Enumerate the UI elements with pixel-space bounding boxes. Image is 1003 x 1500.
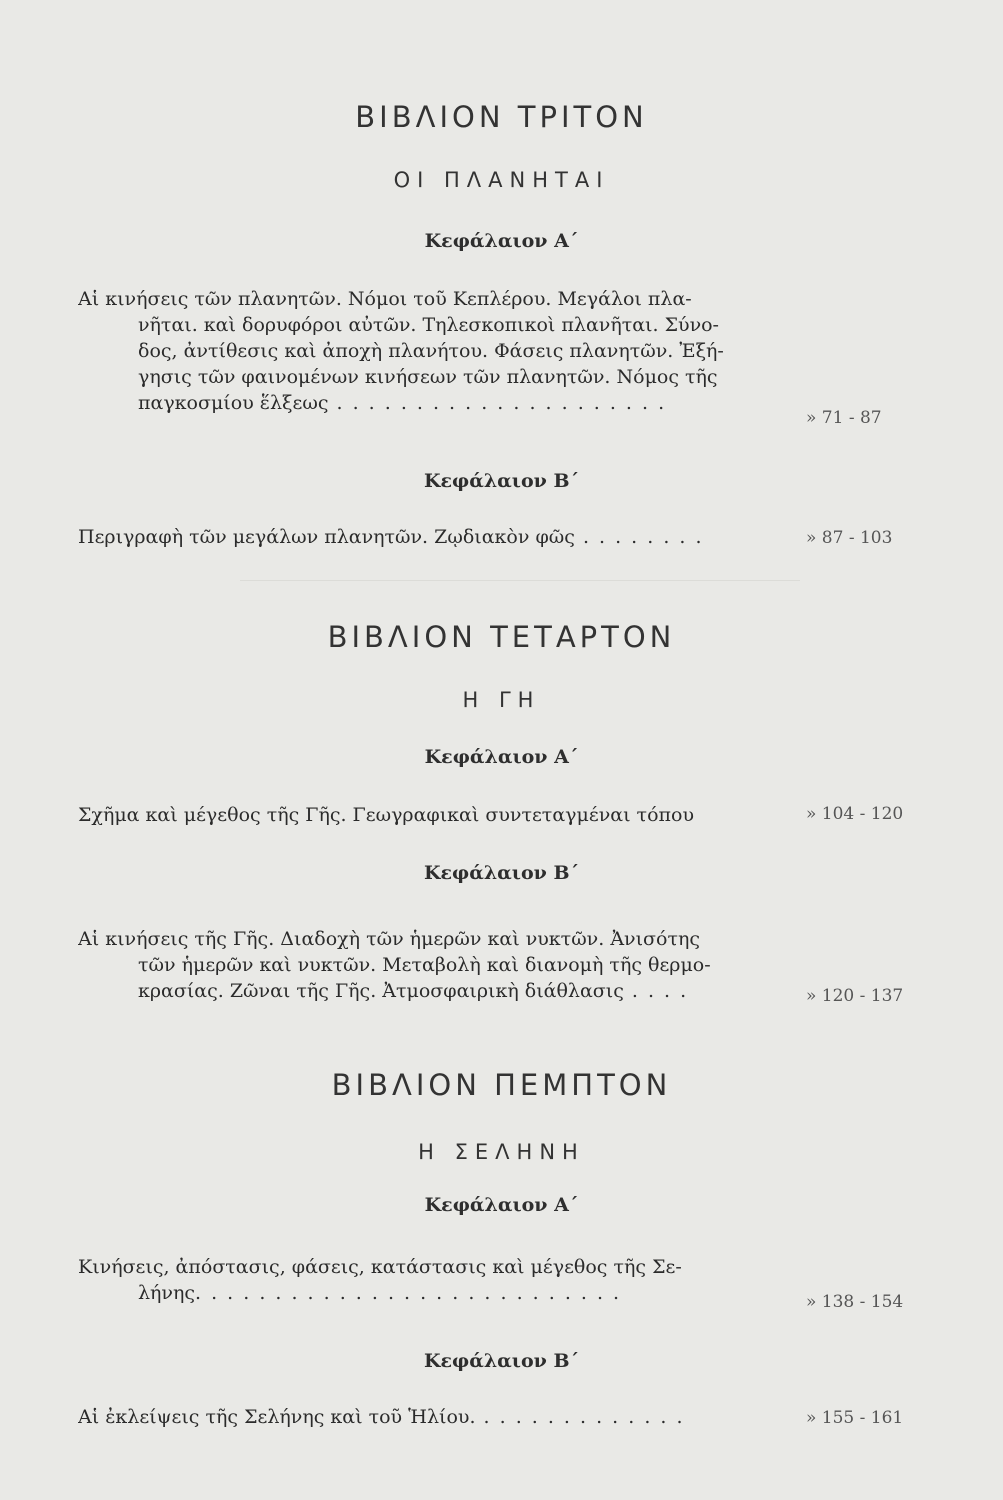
entry-text: Περιγραφὴ τῶν μεγάλων πλανητῶν. Ζῳδιακὸν φῶς xyxy=(78,526,575,548)
book3-subtitle: ΟΙ ΠΛΑΝΗΤΑΙ xyxy=(393,168,610,192)
entry-line: Κινήσεις, ἀπόστασις, φάσεις, κατάστασις καὶ μέγεθος τῆς Σε- xyxy=(78,1256,682,1278)
entry-line: Σχῆμα καὶ μέγεθος τῆς Γῆς. Γεωγραφικαὶ συντεταγμέναι τόπου xyxy=(78,804,694,826)
leader-dots: . . . . . . . . . . . . . xyxy=(475,1406,685,1428)
book3-title: ΒΙΒΛΙΟΝ ΤΡΙΤΟΝ xyxy=(355,100,648,134)
book4-ch2-entry xyxy=(78,926,768,1004)
book5-ch2-pages: » 155 - 161 xyxy=(806,1408,904,1428)
book5-ch2-heading: Κεφάλαιον Β΄ xyxy=(423,1350,580,1372)
entry-text: παγκοσμίου ἕλξεως xyxy=(138,392,329,414)
book4-subtitle: Η ΓΗ xyxy=(462,688,541,712)
entry-line: δος, ἀντίθεσις καὶ ἀποχὴ πλανήτου. Φάσεις πλανητῶν. Ἐξή- xyxy=(138,340,724,362)
entry-line xyxy=(78,524,768,550)
entry-line: τῶν ἡμερῶν καὶ νυκτῶν. Μεταβολὴ καὶ διανομὴ τῆς θερμο- xyxy=(138,954,711,976)
entry-text: κρασίας. Ζῶναι τῆς Γῆς. Ἀτμοσφαιρικὴ διάθλασις xyxy=(138,980,624,1002)
entry-line: νῆται. καὶ δορυφόροι αὐτῶν. Τηλεσκοπικοὶ πλανῆται. Σύνο- xyxy=(138,314,719,336)
book4-ch1-entry xyxy=(78,802,768,828)
book5-ch1-entry xyxy=(78,1254,768,1306)
leader-dots: . . . . . . . . . . . . . . . . . . . . . . . . . . . xyxy=(195,1282,622,1304)
leader-dots: . . . . . . . . xyxy=(574,526,704,548)
leader-dots: . . . . xyxy=(623,980,689,1002)
book4-title: ΒΙΒΛΙΟΝ ΤΕΤΑΡΤΟΝ xyxy=(327,620,676,654)
entry-line xyxy=(78,1280,768,1306)
entry-line: γησις τῶν φαινομένων κινήσεων τῶν πλανητῶν. Νόμος τῆς xyxy=(138,366,718,388)
book3-ch1-heading: Κεφάλαιον Α΄ xyxy=(424,230,579,252)
entry-text: λήνης xyxy=(138,1282,195,1304)
book3-ch2-heading: Κεφάλαιον Β΄ xyxy=(423,470,580,492)
book3-ch1-entry xyxy=(78,286,768,416)
book3-ch2-entry xyxy=(78,524,768,550)
book4-ch1-heading: Κεφάλαιον Α΄ xyxy=(424,746,579,768)
book5-ch1-heading: Κεφάλαιον Α΄ xyxy=(424,1194,579,1216)
entry-line xyxy=(78,1404,768,1430)
entry-line: Αἱ κινήσεις τῆς Γῆς. Διαδοχὴ τῶν ἡμερῶν καὶ νυκτῶν. Ἀνισότης xyxy=(78,928,700,950)
book3-ch2-pages: » 87 - 103 xyxy=(806,528,893,548)
book5-subtitle: Η ΣΕΛΗΝΗ xyxy=(418,1140,585,1164)
book4-ch2-pages: » 120 - 137 xyxy=(806,986,904,1006)
book5-title: ΒΙΒΛΙΟΝ ΠΕΜΠΤΟΝ xyxy=(331,1068,672,1102)
book4-ch2-heading: Κεφάλαιον Β΄ xyxy=(423,862,580,884)
book5-ch2-entry xyxy=(78,1404,768,1430)
entry-line: Αἱ κινήσεις τῶν πλανητῶν. Νόμοι τοῦ Κεπλέρου. Μεγάλοι πλα- xyxy=(78,288,692,310)
leader-dots: . . . . . . . . . . . . . . . . . . . . . xyxy=(328,392,667,414)
entry-text: Αἱ ἐκλείψεις τῆς Σελήνης καὶ τοῦ Ἡλίου. xyxy=(78,1406,476,1428)
book4-ch1-pages: » 104 - 120 xyxy=(806,804,904,824)
book5-ch1-pages: » 138 - 154 xyxy=(806,1292,904,1312)
book3-ch1-pages: » 71 - 87 xyxy=(806,408,882,428)
entry-line xyxy=(78,978,768,1004)
entry-line xyxy=(78,390,768,416)
